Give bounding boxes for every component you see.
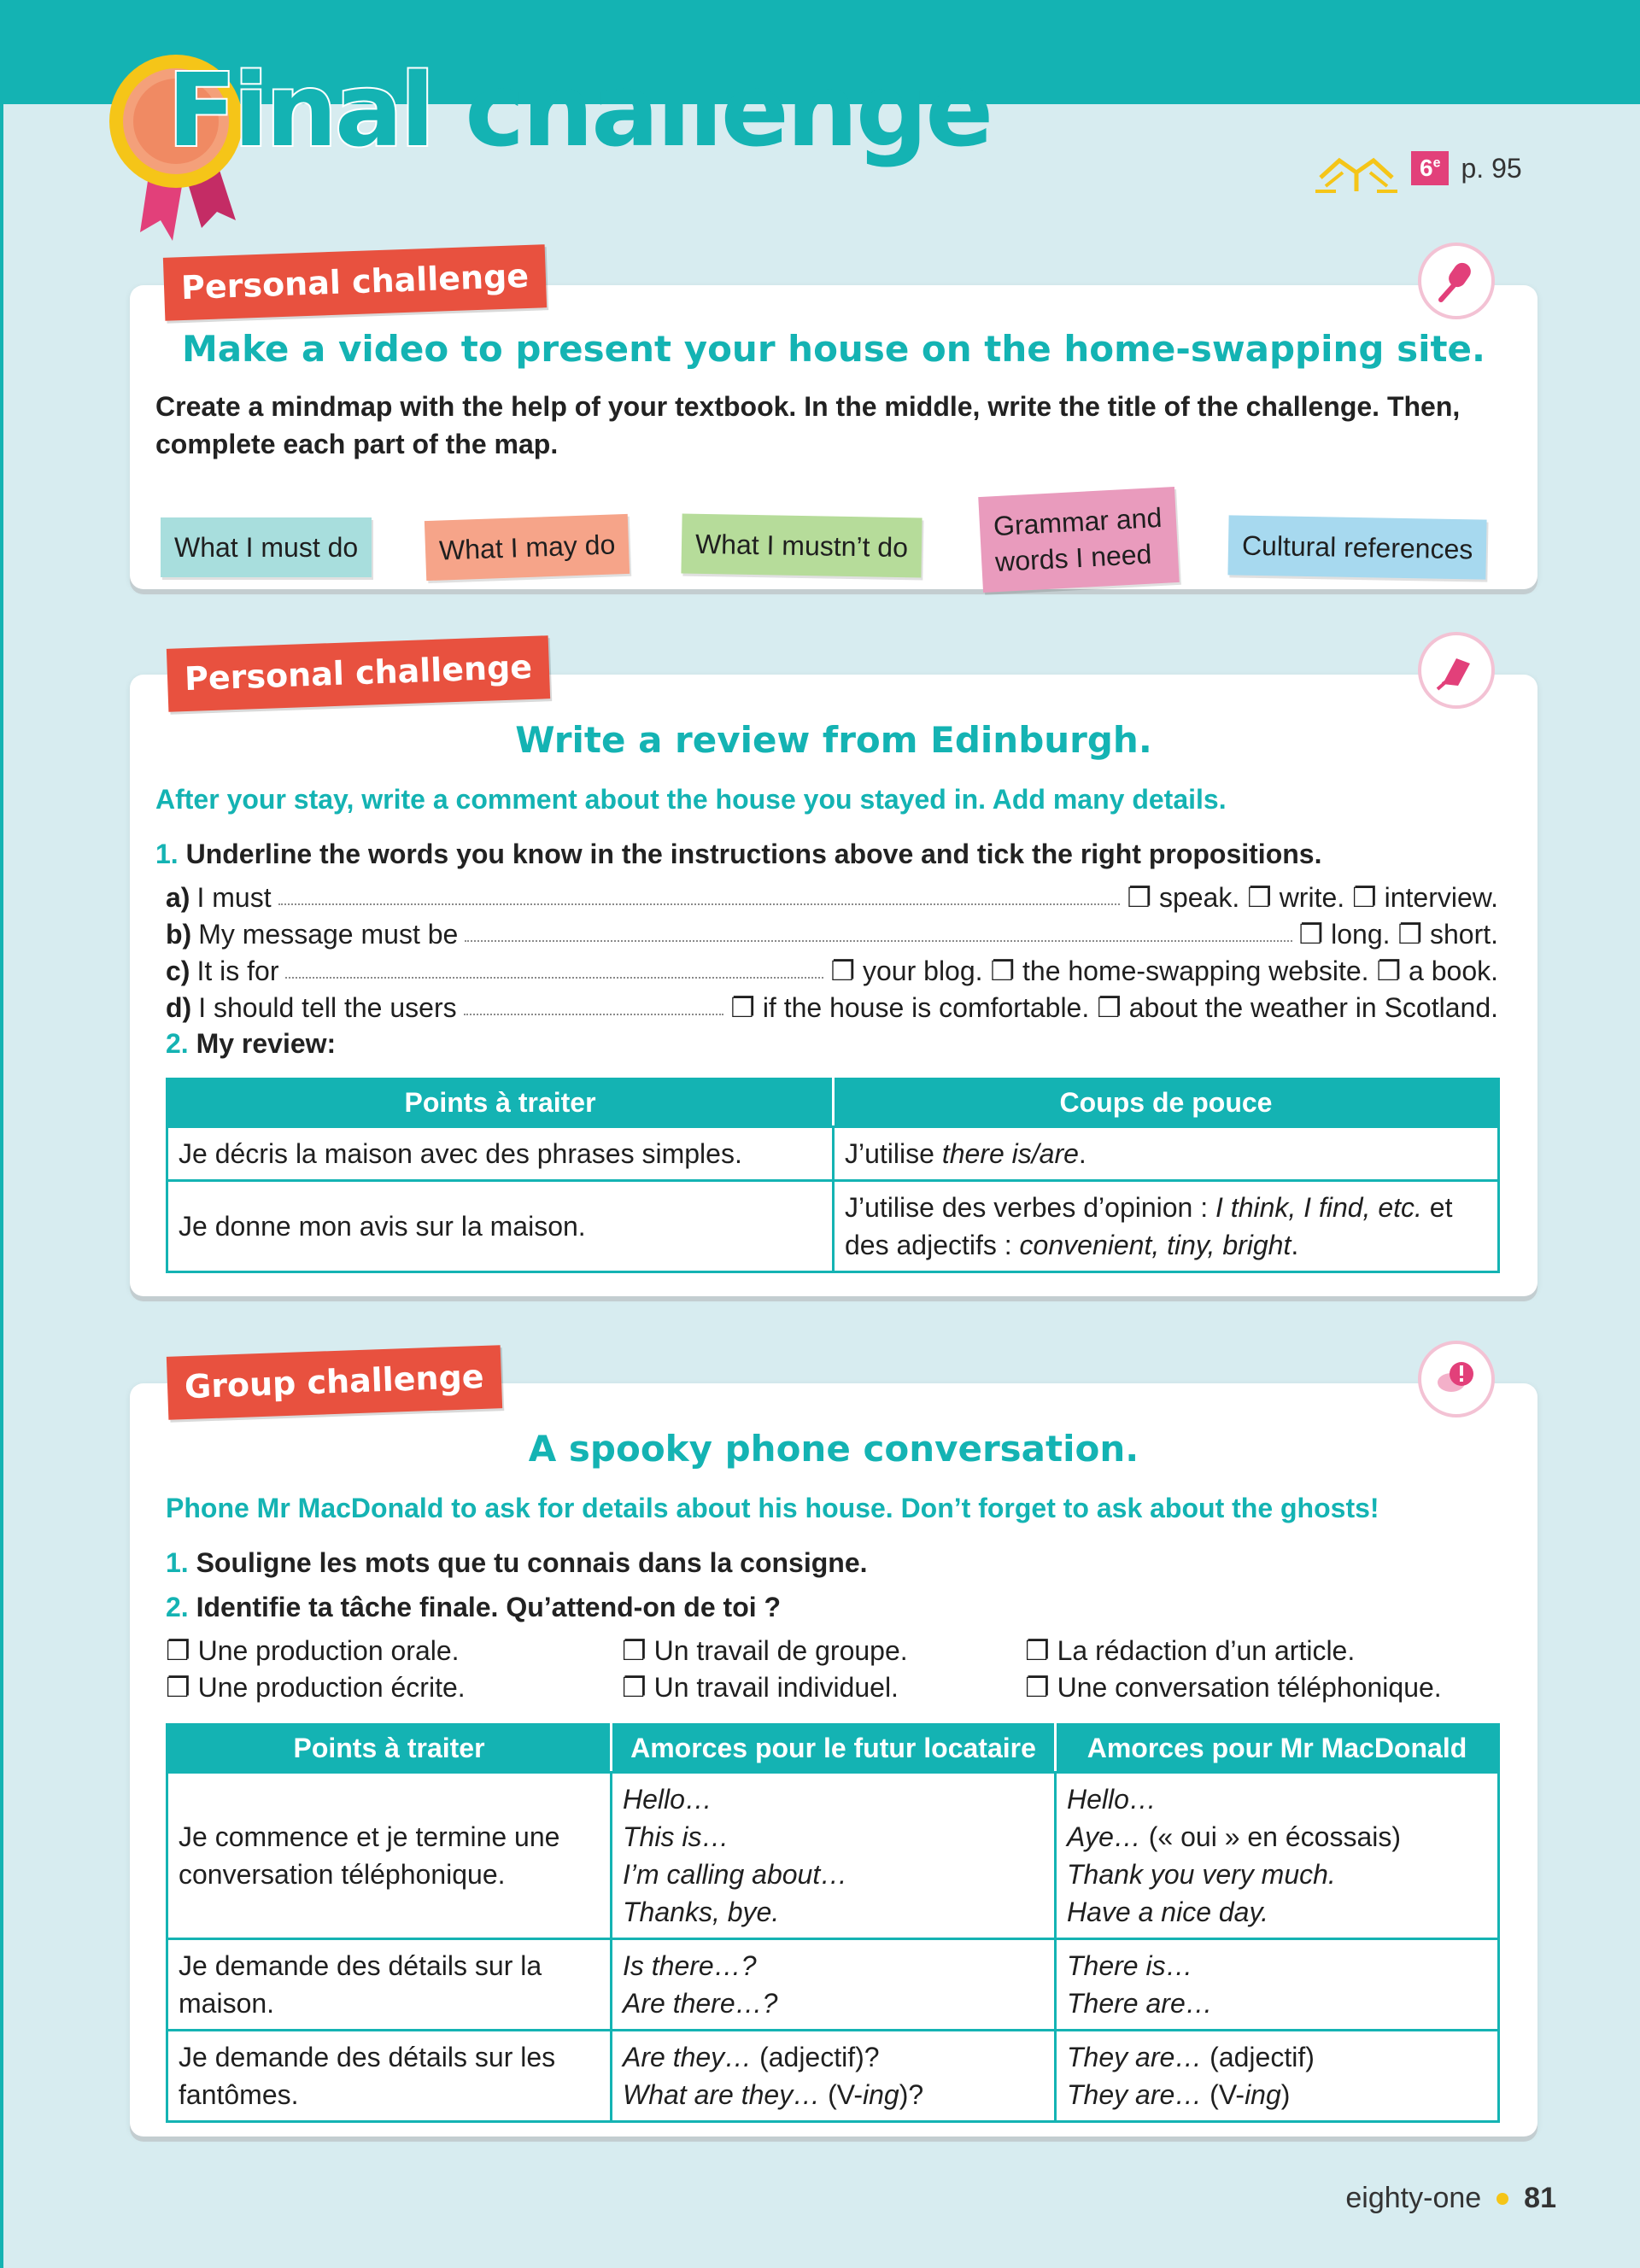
page-number: 81	[1524, 2182, 1556, 2214]
option-checkbox[interactable]: ❐ La rédaction d’un article.	[1025, 1635, 1356, 1666]
challenge-tag: Group challenge	[167, 1345, 502, 1420]
column-header: Amorces pour le futur locataire	[612, 1725, 1056, 1773]
table-cell: There is… There are…	[1056, 1939, 1499, 2031]
column-header: Points à traiter	[167, 1079, 834, 1127]
sticky-must-do: What I must do	[161, 517, 372, 577]
sticky-grammar-words: Grammar and words I need	[978, 487, 1180, 593]
table-cell: Je demande des détails sur la maison.	[167, 1939, 612, 2031]
column-header: Amorces pour Mr MacDonald	[1056, 1725, 1499, 1773]
question-1: 1. Underline the words you know in the instructions above and tick the right propositions.	[155, 839, 1322, 869]
question-2: 2. My review:	[166, 1028, 337, 1059]
footer-text: eighty-one	[1345, 2182, 1482, 2214]
challenge-tag: Personal challenge	[163, 244, 547, 321]
page-reference: p. 95	[1461, 152, 1522, 184]
page-footer	[1345, 2182, 1556, 2215]
column-header: Points à traiter	[167, 1725, 612, 1773]
option-checkbox[interactable]: ❐ Une production orale.	[166, 1635, 460, 1666]
option-checkbox[interactable]: ❐ Un travail individuel.	[622, 1672, 899, 1703]
level-badge: 6e	[1411, 151, 1449, 185]
option-checkbox[interactable]: ❐ Une production écrite.	[166, 1672, 466, 1703]
challenge-instruction: After your stay, write a comment about the house you stayed in. Add many details.	[155, 784, 1227, 815]
sticky-cultural: Cultural references	[1227, 515, 1487, 579]
challenge-card-phone	[130, 1357, 1538, 2136]
phone-table	[166, 1723, 1500, 2123]
table-cell: J’utilise des verbes d’opinion : I think, I find, etc. et des adjectifs : convenient, tiny, bright.	[834, 1181, 1499, 1272]
question-1: 1. Souligne les mots que tu connais dans la consigne.	[166, 1547, 868, 1578]
table-cell: Je commence et je termine une conversation téléphonique.	[167, 1773, 612, 1939]
question-2: 2. Identifie ta tâche finale. Qu’attend-on de toi ?	[166, 1592, 782, 1622]
checkbox-options[interactable]: ❐ speak. ❐ write. ❐ interview.	[1127, 882, 1498, 913]
proposition-line: b) My message must be ❐ long. ❐ short.	[166, 919, 1498, 950]
table-cell: Are they… (adjectif)? What are they… (V-ing)?	[612, 2031, 1056, 2122]
speech-bubble-icon	[1418, 1341, 1495, 1418]
sticky-may-do: What I may do	[425, 514, 630, 581]
open-book-icon	[1314, 143, 1399, 193]
challenge-card-review	[130, 647, 1538, 1296]
table-cell: Hello… This is… I’m calling about… Thanks, bye.	[612, 1773, 1056, 1939]
left-border	[0, 0, 3, 2268]
table-cell: Je donne mon avis sur la maison.	[167, 1181, 834, 1272]
proposition-line: d) I should tell the users ❐ if the house is comfortable. ❐ about the weather in Scotland.	[166, 992, 1498, 1023]
challenge-instruction: Create a mindmap with the help of your textbook. In the middle, write the title of the challenge. Then, complete each part of the map.	[155, 391, 1461, 459]
table-cell: They are… (adjectif) They are… (V-ing)	[1056, 2031, 1499, 2122]
challenge-title: A spooky phone conversation.	[528, 1428, 1139, 1470]
reference-block	[1314, 143, 1522, 193]
mindmap-labels	[161, 492, 1527, 594]
checkbox-options[interactable]: ❐ long. ❐ short.	[1298, 919, 1498, 950]
microphone-icon	[1418, 243, 1495, 319]
table-cell: Je décris la maison avec des phrases simples.	[167, 1127, 834, 1181]
option-checkbox[interactable]: ❐ Un travail de groupe.	[622, 1635, 908, 1666]
challenge-instruction: Phone Mr MacDonald to ask for details about his house. Don’t forget to ask about the ghosts!	[166, 1493, 1379, 1523]
sticky-mustnt-do: What I mustn’t do	[681, 514, 922, 578]
table-cell: Je demande des détails sur les fantômes.	[167, 2031, 612, 2122]
challenge-title: Make a video to present your house on the home-swapping site.	[181, 328, 1485, 370]
table-cell: Is there…? Are there…?	[612, 1939, 1056, 2031]
bullet-dot	[1496, 2193, 1508, 2205]
checkbox-options[interactable]: ❐ your blog. ❐ the home-swapping website. ❐ a book.	[830, 956, 1498, 986]
fountain-pen-icon	[1418, 632, 1495, 709]
review-table	[166, 1078, 1500, 1273]
page-title: Final challenge	[167, 51, 992, 169]
checkbox-options[interactable]: ❐ if the house is comfortable. ❐ about the weather in Scotland.	[730, 992, 1498, 1023]
proposition-line: a) I must ❐ speak. ❐ write. ❐ interview.	[166, 882, 1498, 913]
table-cell: Hello… Aye… (« oui » en écossais) Thank you very much. Have a nice day.	[1056, 1773, 1499, 1939]
challenge-tag: Personal challenge	[167, 635, 550, 712]
proposition-line: c) It is for ❐ your blog. ❐ the home-swapping website. ❐ a book.	[166, 956, 1498, 986]
challenge-card-video	[130, 256, 1538, 589]
table-cell: J’utilise there is/are.	[834, 1127, 1499, 1181]
challenge-title: Write a review from Edinburgh.	[515, 719, 1152, 761]
option-checkbox[interactable]: ❐ Une conversation téléphonique.	[1025, 1672, 1442, 1703]
column-header: Coups de pouce	[834, 1079, 1499, 1127]
